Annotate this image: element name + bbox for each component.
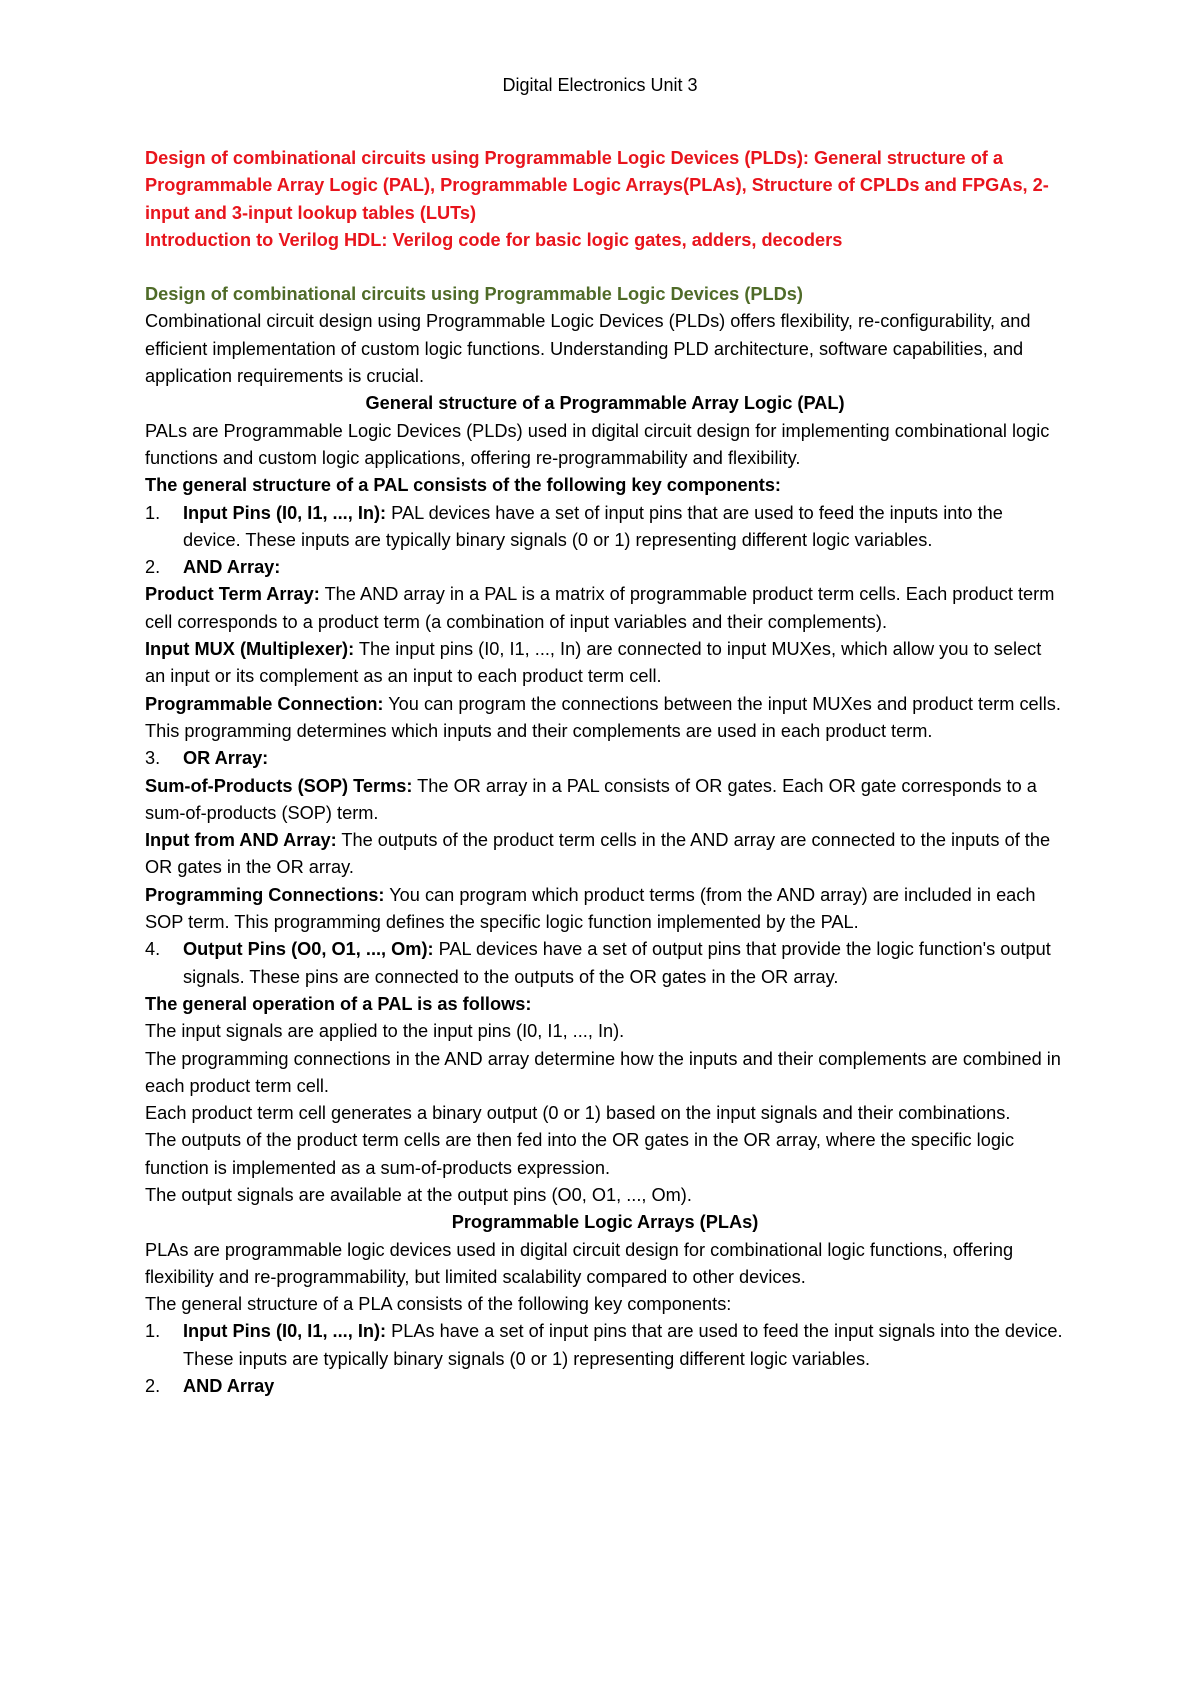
list-number: 1. [145, 502, 161, 523]
list-item-text: PAL devices have a set of input pins that are used to feed the inputs into the device. These inputs are typically binary signals (0 or 1) representing different logic variables. [183, 502, 1003, 550]
term-text: The OR array in a PAL consists of OR gates. Each OR gate corresponds to a sum-of-products (SOP) term. [145, 775, 1037, 823]
paragraph [145, 636, 1065, 691]
list-item-text: PLAs have a set of input pins that are used to feed the input signals into the device. These inputs are typically binary signals (0 or 1) representing different logic variables. [183, 1321, 1063, 1369]
operation-step: The outputs of the product term cells are then fed into the OR gates in the OR array, where the specific logic function is implemented as a sum-of-products expression. [145, 1130, 1015, 1178]
list-number: 2. [145, 1376, 161, 1397]
list-item-title: Input Pins (I0, I1, ..., In): [183, 1321, 387, 1342]
term-label: Sum-of-Products (SOP) Terms: [145, 775, 413, 796]
pal-heading: General structure of a Programmable Array Logic (PAL) [365, 393, 845, 414]
term-label: Input MUX (Multiplexer): [145, 639, 355, 660]
syllabus-line-2: Introduction to Verilog HDL: Verilog code for basic logic gates, adders, decoders [145, 229, 843, 250]
list-item [145, 1373, 1065, 1400]
document-body [145, 145, 1065, 1400]
list-item [145, 745, 1065, 772]
list-item [145, 1318, 1065, 1373]
term-label: Programmable Connection: [145, 693, 384, 714]
term-text: The input pins (I0, I1, ..., In) are connected to input MUXes, which allow you to select an input or its complement as an input to each product term cell. [145, 639, 1042, 687]
list-number: 2. [145, 557, 161, 578]
spacer [145, 254, 1065, 281]
list-item-title: Input Pins (I0, I1, ..., In): [183, 502, 387, 523]
syllabus-line-1: Design of combinational circuits using Programmable Logic Devices (PLDs): General structure of a Programmable Array Logic (PAL), Programmable Logic Arrays(PLAs), Structure of CPLDs and FPGAs, 2- input and 3-input lookup tables (LUTs) [145, 148, 1049, 223]
list-item-title: OR Array: [183, 748, 269, 769]
pla-heading: Programmable Logic Arrays (PLAs) [451, 1212, 759, 1233]
term-text: The outputs of the product term cells in the AND array are connected to the inputs of the OR gates in the OR array. [145, 830, 1051, 878]
list-item [145, 554, 1065, 581]
term-text: You can program which product terms (from the AND array) are included in each SOP term. This programming defines the specific logic function implemented by the PAL. [145, 884, 1036, 933]
term-text: You can program the connections between the input MUXes and product term cells. This programming determines which inputs and their complements are used in each product term. [145, 693, 1061, 741]
paragraph [145, 581, 1065, 636]
operation-step: The input signals are applied to the input pins (I0, I1, ..., In). [145, 1021, 625, 1042]
operation-step: Each product term cell generates a binary output (0 or 1) based on the input signals and their combinations. [145, 1103, 1011, 1124]
term-label: Product Term Array: [145, 584, 320, 605]
list-item [145, 936, 1065, 991]
paragraph [145, 882, 1065, 937]
paragraph [145, 691, 1065, 746]
operation-step: The output signals are available at the output pins (O0, O1, ..., Om). [145, 1184, 692, 1205]
pal-intro: PALs are Programmable Logic Devices (PLDs) used in digital circuit design for implementing combinational logic functions and custom logic applications, offering re-programmability and flexibility. [145, 420, 1050, 468]
term-label: Programming Connections: [145, 884, 385, 905]
list-item-title: AND Array: [183, 557, 281, 578]
operation-step: The programming connections in the AND array determine how the inputs and their complements are combined in each product term cell. [145, 1048, 1061, 1096]
list-item-title: Output Pins (O0, O1, ..., Om): [183, 939, 434, 960]
paragraph [145, 773, 1065, 828]
list-item-title: AND Array [183, 1376, 275, 1397]
paragraph [145, 827, 1065, 882]
pla-components-text: The general structure of a PLA consists of the following key components: [145, 1294, 732, 1315]
pla-intro: PLAs are programmable logic devices used in digital circuit design for combinational logic functions, offering flexibility and re-programmability, but limited scalability compared to other devices. [145, 1239, 1014, 1287]
term-text: The AND array in a PAL is a matrix of programmable product term cells. Each product term cell corresponds to a product term (a combination of input variables and their complements). [145, 584, 1055, 632]
list-number: 1. [145, 1321, 161, 1342]
list-item [145, 500, 1065, 555]
pal-components-heading: The general structure of a PAL consists of the following key components: [145, 475, 781, 496]
section-heading-plds: Design of combinational circuits using Programmable Logic Devices (PLDs) [145, 284, 803, 305]
list-number: 4. [145, 939, 161, 960]
term-label: Input from AND Array: [145, 830, 337, 851]
list-item-text: PAL devices have a set of output pins that provide the logic function's output signals. These pins are connected to the outputs of the OR gates in the OR array. [183, 939, 1051, 987]
pal-operation-heading: The general operation of a PAL is as follows: [145, 993, 532, 1014]
list-number: 3. [145, 748, 161, 769]
page-header: Digital Electronics Unit 3 [502, 75, 698, 95]
section-intro-plds: Combinational circuit design using Programmable Logic Devices (PLDs) offers flexibility, re-configurability, and efficient implementation of custom logic functions. Understanding PLD architecture, software capabilities, and application requirements is crucial. [145, 311, 1031, 387]
